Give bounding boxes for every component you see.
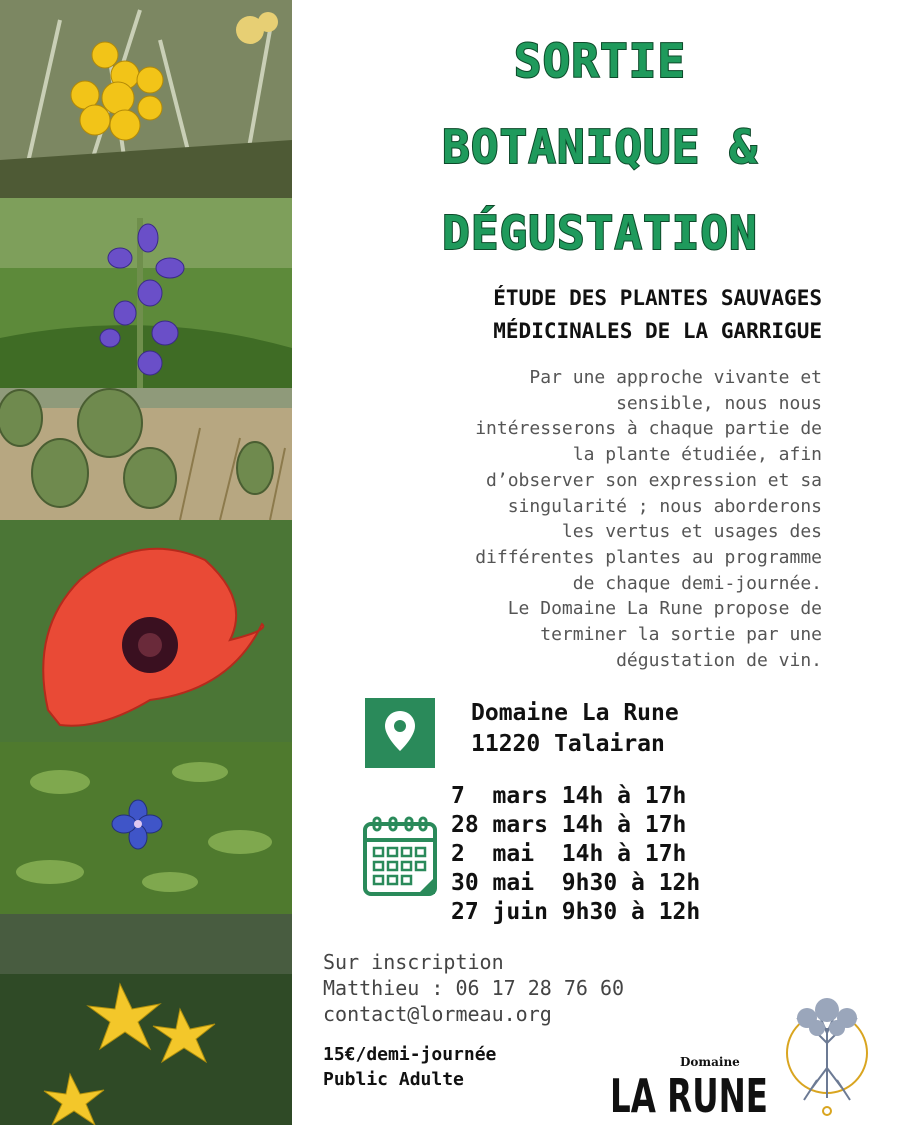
title-line-2: BOTANIQUE & (442, 120, 758, 174)
yellow-flowers-photo (0, 0, 292, 198)
map-pin-icon (383, 709, 417, 757)
date-row: 7 mars 14h à 17h (451, 783, 687, 809)
cactus-photo (0, 388, 292, 520)
date-row: 30 mai 9h30 à 12h (451, 870, 701, 896)
title-line-3: DÉGUSTATION (442, 206, 758, 260)
page-title (300, 18, 900, 276)
location-name: Domaine La Rune (471, 700, 679, 726)
yellow-star-flowers-photo (0, 914, 292, 1125)
location-icon-box (365, 698, 435, 768)
address (471, 698, 679, 760)
email-line: contact@lormeau.org (323, 1002, 552, 1026)
registration-note: Sur inscription (323, 950, 504, 974)
date-row: 27 juin 9h30 à 12h (451, 899, 701, 925)
schedule-dates (451, 782, 700, 927)
photo-column (0, 0, 292, 1125)
contact-info (323, 949, 624, 1027)
description: Par une approche vivante et sensible, nous nous intéresserons à chaque partie de la plante étudiée, afin d’observer son expression et sa singularité ; nous aborderons les vertus et usages des différentes plantes au programme de chaque demi-journée. Le Domaine La Rune propose de terminer la sortie par une dégustation de vin. (475, 367, 822, 671)
subtitle (493, 282, 822, 348)
svg-text:Domaine: Domaine (680, 1055, 740, 1069)
blue-flower-photo (0, 742, 292, 914)
subtitle-line-1: ÉTUDE DES PLANTES SAUVAGES (493, 286, 822, 310)
location-city: 11220 Talairan (471, 731, 665, 757)
calendar-icon (362, 816, 438, 902)
purple-flower-photo (0, 198, 292, 388)
date-row: 28 mars 14h à 17h (451, 812, 687, 838)
audience-line: Public Adulte (323, 1069, 464, 1090)
poppy-photo (0, 520, 292, 742)
price-info (323, 1042, 496, 1092)
title-line-1: SORTIE (513, 34, 687, 88)
domaine-la-rune-logo (610, 1052, 770, 1122)
svg-text:LA RUNE: LA RUNE (610, 1069, 768, 1123)
subtitle-line-2: MÉDICINALES DE LA GARRIGUE (493, 319, 822, 343)
phone-line: Matthieu : 06 17 28 76 60 (323, 976, 625, 1000)
price-line: 15€/demi-journée (323, 1044, 497, 1065)
date-row: 2 mai 14h à 17h (451, 841, 687, 867)
rythme-ormeau-logo (782, 988, 872, 1122)
